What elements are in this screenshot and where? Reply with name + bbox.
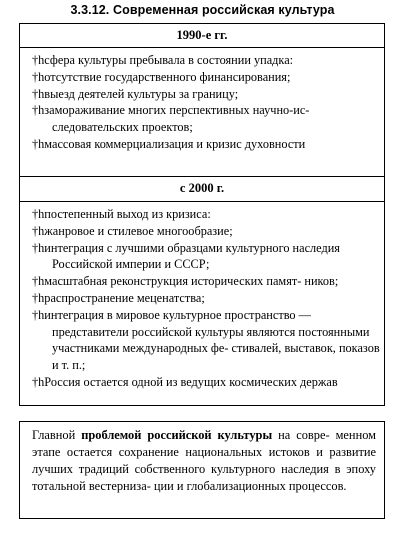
bullet-marker: †h [32, 274, 45, 289]
list-item [32, 206, 382, 223]
list-item [32, 374, 382, 391]
item-text: сфера культуры пребывала в состоянии упадка: [44, 53, 294, 67]
list-item [32, 240, 382, 274]
period-header-2000s: с 2000 г. [20, 176, 384, 202]
list-item [32, 223, 382, 240]
conclusion-box [19, 421, 385, 519]
bullet-marker: †h [32, 53, 45, 67]
list-item [32, 86, 382, 103]
item-text: массовая коммерциализация и кризис духовности [44, 136, 306, 151]
item-text: масштабная реконструкция исторических памят- ников; [44, 274, 339, 289]
period-header-1990s: 1990-е гг. [20, 24, 384, 48]
bullet-marker: †h [32, 223, 45, 238]
conclusion-text-end: на совре- менном этапе остается сохранение национальных истоков и развитие лучших традиций собственного культурного наследия в эпоху тотальной вестерниза- ции и глобализационных процессов. [32, 428, 376, 493]
bullet-marker: †h [32, 103, 45, 118]
conclusion-text-start: Главной [32, 428, 82, 442]
conclusion-emphasis: проблемой российской культуры [81, 428, 273, 442]
item-text: Россия остается одной из ведущих космических держав [44, 374, 338, 389]
period-list-1990s [32, 52, 382, 153]
list-item [32, 102, 382, 136]
item-text: интеграция с лучшими образцами культурного наследия Российской империи и СССР; [44, 240, 340, 272]
bullet-marker: †h [32, 86, 45, 101]
item-text: постепенный выход из кризиса: [44, 207, 211, 221]
bullet-marker: †h [32, 374, 45, 389]
item-text: выезд деятелей культуры за границу; [44, 86, 239, 101]
item-text: отсутствие государственного финансирования; [44, 69, 291, 84]
period-list-2000s [32, 206, 382, 391]
list-item [32, 273, 382, 290]
list-item [32, 307, 382, 374]
item-text: распространение меценатства; [44, 290, 205, 305]
list-item [32, 69, 382, 86]
list-item [32, 290, 382, 307]
item-text: замораживание многих перспективных научно-ис- следовательских проектов; [44, 103, 310, 135]
culture-table [19, 23, 385, 406]
bullet-marker: †h [32, 290, 45, 305]
list-item [32, 52, 382, 69]
bullet-marker: †h [32, 207, 45, 221]
page-title: 3.3.12. Современная российская культура [70, 3, 335, 17]
item-text: жанровое и стилевое многообразие; [44, 223, 233, 238]
item-text: интеграция в мировое культурное пространство — представители российской культуры являются постоянными участниками международных фе- стивалей, выставок, показов и т. п.; [44, 307, 380, 373]
bullet-marker: †h [32, 136, 45, 151]
bullet-marker: †h [32, 69, 45, 84]
list-item [32, 136, 382, 153]
bullet-marker: †h [32, 240, 45, 255]
bullet-marker: †h [32, 307, 45, 322]
